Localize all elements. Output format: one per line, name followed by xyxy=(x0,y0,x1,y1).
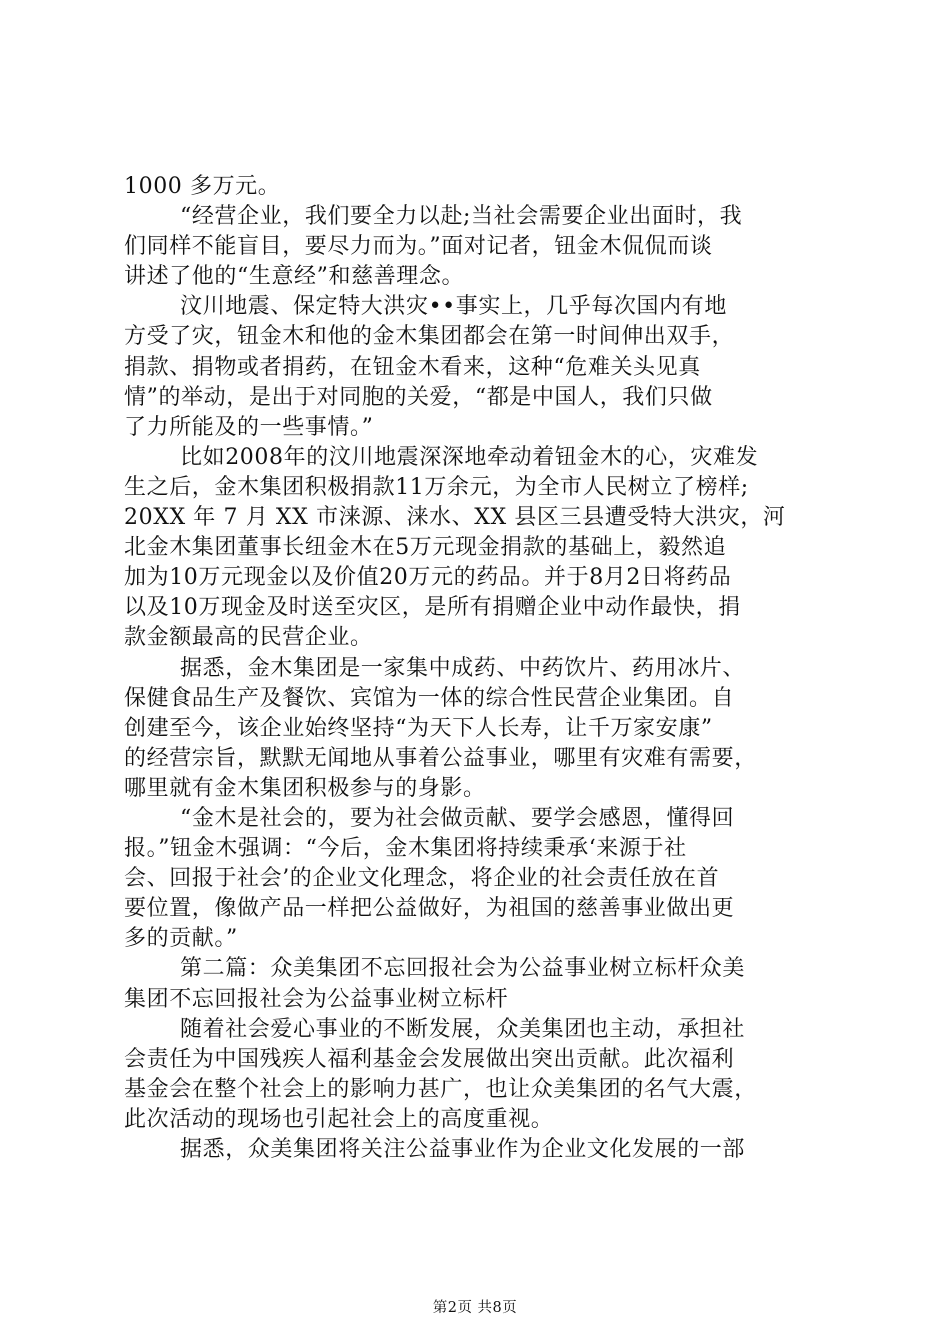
text-line: 款金额最高的民营企业。 xyxy=(124,625,373,651)
text-line: 据悉，众美集团将关注公益事业作为企业文化发展的一部 xyxy=(180,1137,746,1162)
text-line: 基金会在整个社会上的影响力甚广，也让众美集团的名气大震， xyxy=(124,1076,757,1102)
text-line: 此次活动的现场也引起社会上的高度重视。 xyxy=(124,1106,554,1132)
text-line: 汶川地震、保定特大洪灾••事实上，几乎每次国内有地 xyxy=(180,294,727,320)
text-line: 捐款、捐物或者捐药，在钮金木看来，这种“危难关头见真 xyxy=(124,354,701,380)
text-line: 生之后，金木集团积极捐款11万余元，为全市人民树立了榜样; xyxy=(124,474,749,500)
text-line: 以及10万现金及时送至灾区，是所有捐赠企业中动作最快，捐 xyxy=(124,595,741,621)
text-line: 们同样不能盲目，要尽力而为。”面对记者，钮金木侃侃而谈 xyxy=(124,234,713,260)
text-line: 哪里就有金木集团积极参与的身影。 xyxy=(124,775,486,801)
text-line: 据悉，金木集团是一家集中成药、中药饮片、药用冰片、 xyxy=(180,655,746,681)
text-line: 1000 多万元。 xyxy=(124,174,281,199)
text-line: 北金木集团董事长纽金木在5万元现金捐款的基础上，毅然追 xyxy=(124,535,727,561)
text-line: 的经营宗旨，默默无闻地从事着公益事业，哪里有灾难有需要， xyxy=(124,745,757,771)
text-line: 集团不忘回报社会为公益事业树立标杆 xyxy=(124,986,509,1012)
text-line: 方受了灾，钮金木和他的金木集团都会在第一时间伸出双手， xyxy=(124,324,735,350)
text-line: 会、回报于社会’的企业文化理念，将企业的社会责任放在首 xyxy=(124,866,720,892)
text-line: 比如2008年的汶川地震深深地牵动着钮金木的心，灾难发 xyxy=(180,444,759,470)
text-line: 保健食品生产及餐饮、宾馆为一体的综合性民营企业集团。自 xyxy=(124,685,735,711)
text-line: 讲述了他的“生意经”和慈善理念。 xyxy=(124,264,465,290)
text-line: 20XX 年 7 月 XX 市涞源、涞水、XX 县区三县遭受特大洪灾，河 xyxy=(124,505,786,531)
text-line: 了力所能及的一些事情。” xyxy=(124,414,374,440)
text-line: 要位置，像做产品一样把公益做好，为祖国的慈善事业做出更 xyxy=(124,896,735,922)
text-line: 情”的举动，是出于对同胞的关爱，“都是中国人，我们只做 xyxy=(124,384,713,410)
text-line: 会责任为中国残疾人福利基金会发展做出突出贡献。此次福利 xyxy=(124,1046,735,1072)
text-line: 多的贡献。” xyxy=(124,926,238,952)
text-line: “经营企业，我们要全力以赴;当社会需要企业出面时，我 xyxy=(180,204,743,230)
text-line: 创建至今，该企业始终坚持“为天下人长寿，让千万家安康” xyxy=(124,715,713,741)
text-line: 报。”钮金木强调：“今后，金木集团将持续秉承‘来源于社 xyxy=(124,836,687,862)
text-line: 随着社会爱心事业的不断发展，众美集团也主动，承担社 xyxy=(180,1016,746,1042)
text-line: “金木是社会的，要为社会做贡献、要学会感恩，懂得回 xyxy=(180,805,735,831)
text-line: 加为10万元现金以及价值20万元的药品。并于8月2日将药品 xyxy=(124,565,732,591)
document-body xyxy=(124,172,834,1165)
text-line: 第二篇：众美集团不忘回报社会为公益事业树立标杆众美 xyxy=(180,956,746,982)
page-footer: 第2页 共8页 xyxy=(432,1300,518,1316)
